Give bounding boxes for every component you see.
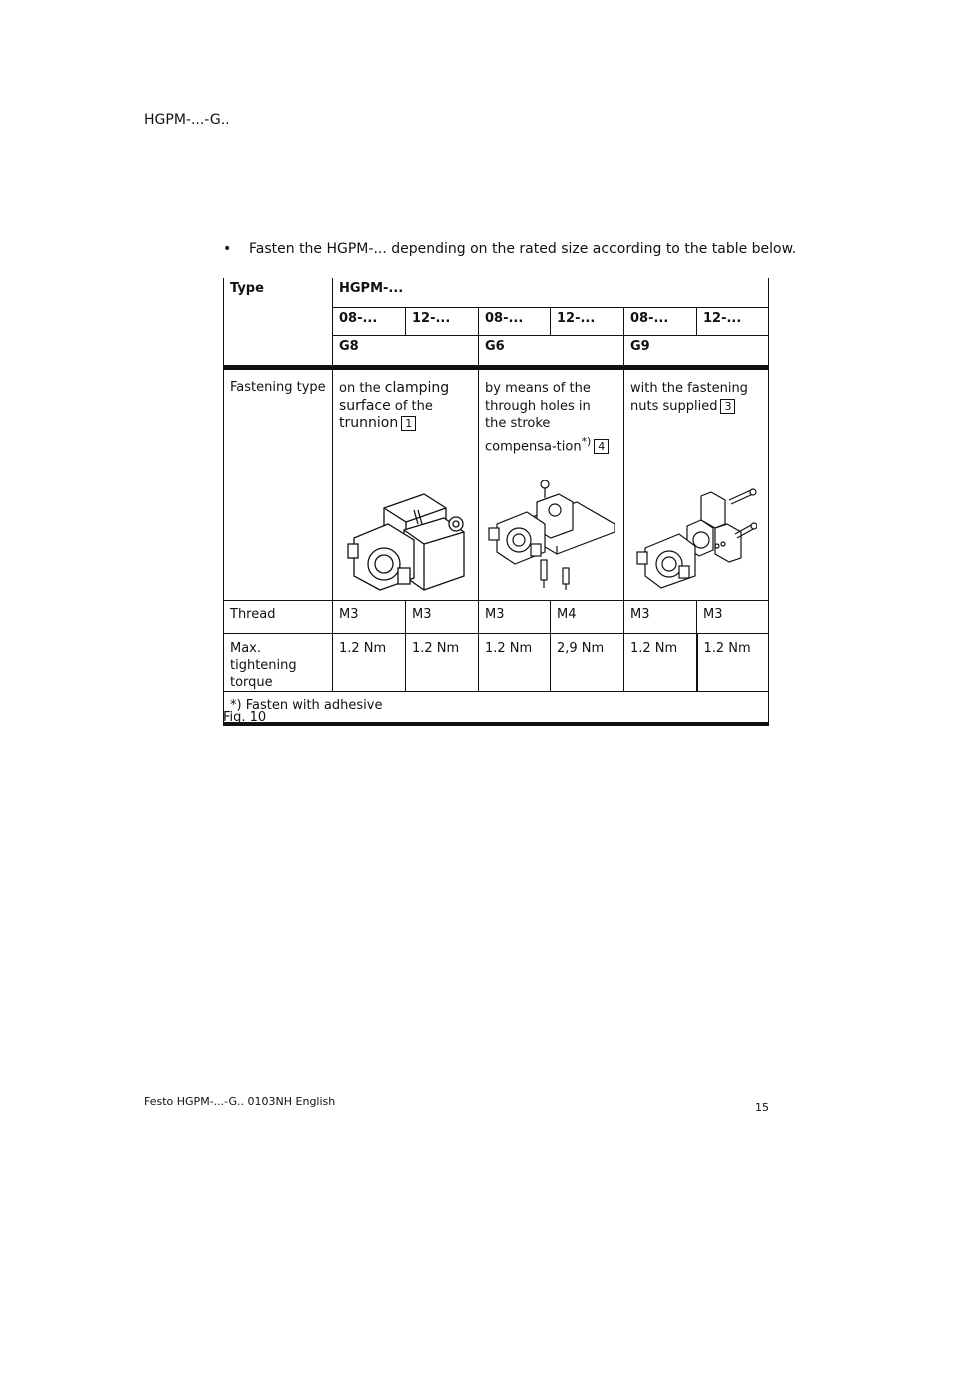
ref-box: 4 [594, 439, 609, 454]
size-08-g9: 08-... [624, 308, 697, 336]
thread-g6-08: M3 [479, 601, 551, 634]
type-header: Type [224, 278, 333, 368]
fastening-g9: with the fastening nuts supplied 3 [624, 368, 769, 601]
table-footnote: *) Fasten with adhesive [224, 692, 769, 725]
fastening-g8: on the clamping surface of the trunnion 1 [333, 368, 479, 601]
gripper-trunnion-illustration [344, 490, 468, 592]
running-title: HGPM-...-G.. [144, 112, 230, 128]
thread-g8-12: M3 [406, 601, 479, 634]
thread-g9-12: M3 [697, 601, 769, 634]
variant-g9: G9 [624, 336, 769, 368]
page-number: 15 [755, 1101, 769, 1114]
ref-box: 3 [720, 399, 735, 414]
torque-g9-12: 1.2 Nm [697, 634, 769, 692]
torque-g6-08: 1.2 Nm [479, 634, 551, 692]
torque-g8-12: 1.2 Nm [406, 634, 479, 692]
variant-g6: G6 [479, 336, 624, 368]
size-12-g9: 12-... [697, 308, 769, 336]
fastening-type-label: Fastening type [224, 368, 333, 601]
size-12-g6: 12-... [551, 308, 624, 336]
product-header: HGPM-... [333, 278, 769, 308]
gripper-through-holes-illustration [487, 480, 615, 592]
torque-g6-12: 2,9 Nm [551, 634, 624, 692]
torque-g8-08: 1.2 Nm [333, 634, 406, 692]
footer-document-id: Festo HGPM-...-G.. 0103NH English [144, 1095, 336, 1108]
size-12-g8: 12-... [406, 308, 479, 336]
fastening-g6: by means of the through holes in the stroke compensa-tion*) 4 [479, 368, 624, 601]
torque-label: Max. tightening torque [224, 634, 333, 692]
torque-g9-08: 1.2 Nm [624, 634, 697, 692]
thread-g9-08: M3 [624, 601, 697, 634]
size-08-g6: 08-... [479, 308, 551, 336]
variant-g8: G8 [333, 336, 479, 368]
size-08-g8: 08-... [333, 308, 406, 336]
instruction [223, 241, 796, 257]
ref-box: 1 [401, 416, 416, 431]
instruction-text: Fasten the HGPM-... depending on the rated size according to the table below. [249, 241, 797, 257]
thread-label: Thread [224, 601, 333, 634]
figure-caption: Fig. 10 [223, 710, 267, 725]
bullet: • [223, 241, 232, 257]
thread-g6-12: M4 [551, 601, 624, 634]
gripper-fastening-nuts-illustration [635, 488, 757, 592]
fastening-table [223, 278, 769, 726]
thread-g8-08: M3 [333, 601, 406, 634]
